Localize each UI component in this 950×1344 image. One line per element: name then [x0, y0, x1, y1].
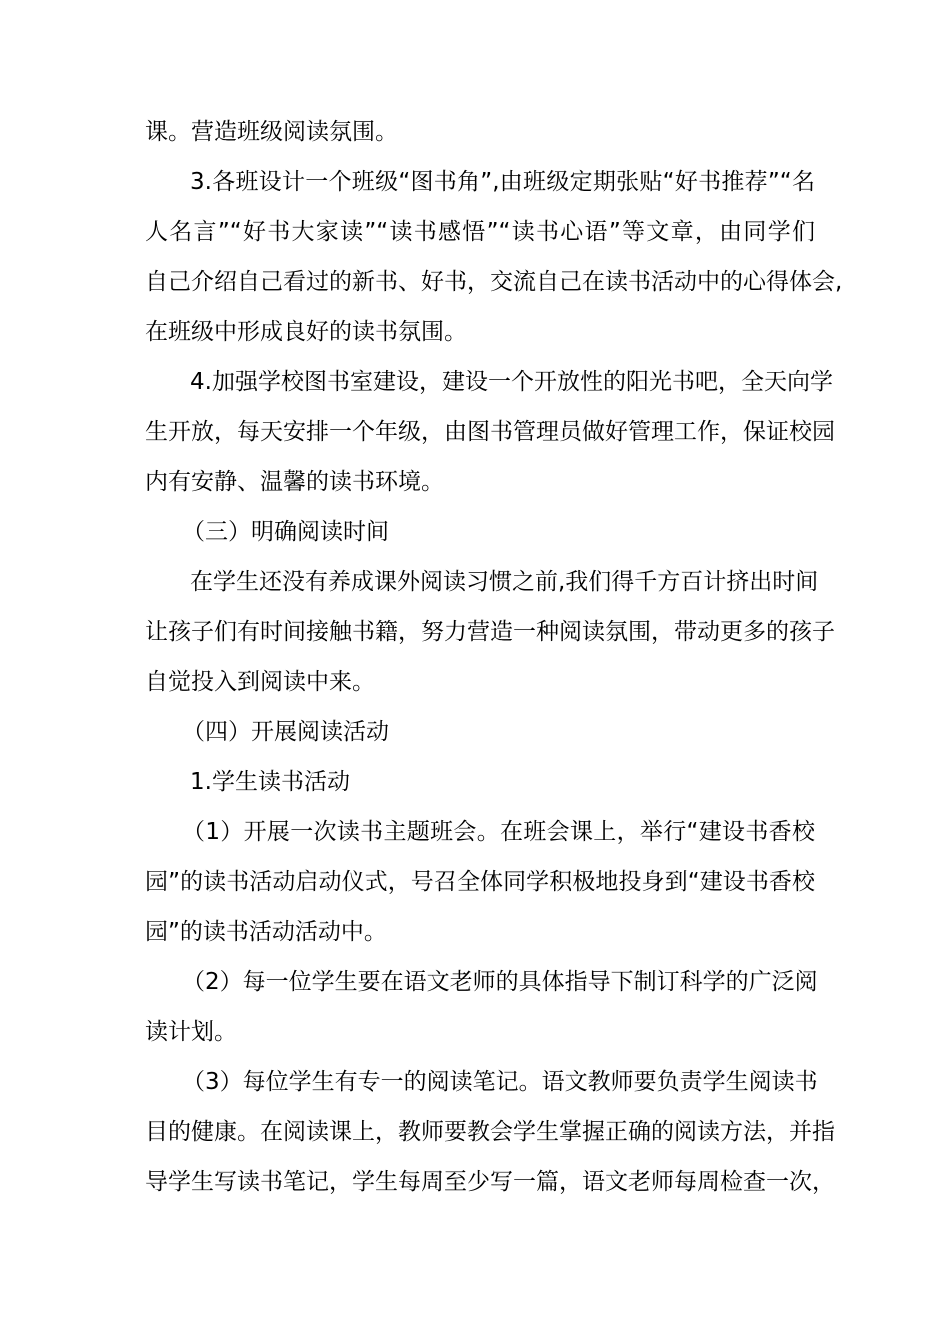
text-line: （2）每一位学生要在语文老师的具体指导下制订科学的广泛阅	[182, 969, 818, 995]
text-line: 在学生还没有养成课外阅读习惯之前,我们得千方百计挤出时间	[190, 569, 819, 595]
text-line: （1）开展一次读书主题班会。在班会课上，举行“建设书香校	[182, 819, 815, 845]
text-line: 读计划。	[145, 1019, 237, 1045]
text-line: 在班级中形成良好的读书氛围。	[145, 319, 467, 345]
text-line: 自己介绍自己看过的新书、好书，交流自己在读书活动中的心得体会,	[145, 269, 843, 295]
text-line: 3.各班设计一个班级“图书角”,由班级定期张贴“好书推荐”“名	[190, 169, 815, 195]
section-heading: （四）开展阅读活动	[182, 719, 389, 745]
text-line: （3）每位学生有专一的阅读笔记。语文教师要负责学生阅读书	[182, 1069, 818, 1095]
text-line: 内有安静、温馨的读书环境。	[145, 469, 444, 495]
text-line: 目的健康。在阅读课上，教师要教会学生掌握正确的阅读方法，并指	[145, 1119, 835, 1145]
text-line: 课。营造班级阅读氛围。	[145, 119, 398, 145]
text-line: 导学生写读书笔记，学生每周至少写一篇，语文老师每周检查一次，	[145, 1169, 835, 1195]
text-line: 让孩子们有时间接触书籍，努力营造一种阅读氛围，带动更多的孩子	[145, 619, 835, 645]
text-line: 园”的读书活动活动中。	[145, 919, 387, 945]
text-line: 园”的读书活动启动仪式，号召全体同学积极地投身到“建设书香校	[145, 869, 815, 895]
section-heading: （三）明确阅读时间	[182, 519, 389, 545]
text-line: 人名言”“好书大家读”“读书感悟”“读书心语”等文章，由同学们	[145, 219, 815, 245]
text-line: 自觉投入到阅读中来。	[145, 669, 375, 695]
text-line: 生开放，每天安排一个年级，由图书管理员做好管理工作，保证校园	[145, 419, 835, 445]
text-line: 4.加强学校图书室建设，建设一个开放性的阳光书吧，全天向学	[190, 369, 833, 395]
subsection-heading: 1.学生读书活动	[190, 769, 350, 795]
